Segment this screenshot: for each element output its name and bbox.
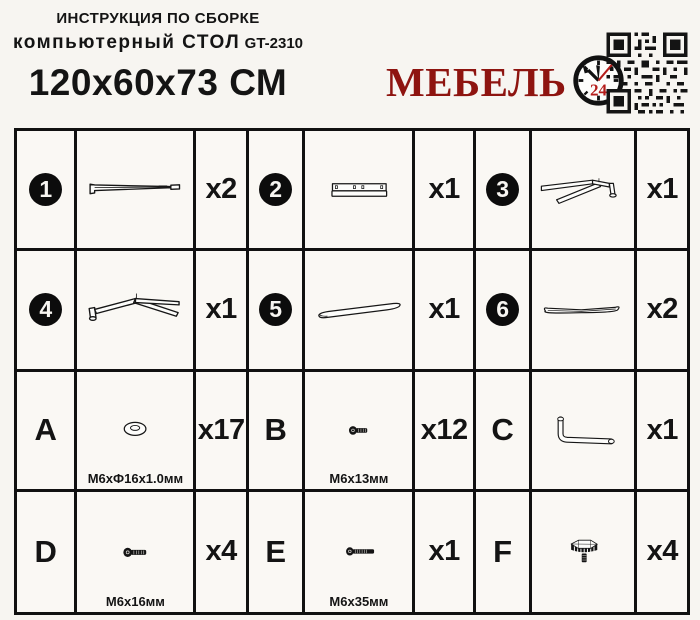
part-number-badge: 6	[486, 293, 519, 326]
bolt-short-drawing	[325, 419, 393, 442]
part-4-id-cell	[17, 251, 77, 371]
tabletop-panel-drawing	[309, 291, 410, 328]
part-F-image-cell	[532, 492, 637, 612]
part-letter-label: D	[34, 533, 57, 569]
part-E-id-cell	[249, 492, 305, 612]
bolt-medium-drawing	[98, 540, 172, 565]
part-qty: x1	[646, 173, 678, 206]
washer-drawing	[98, 414, 172, 446]
part-5-image-cell	[305, 251, 415, 371]
leg-frame-right-drawing	[535, 167, 631, 212]
part-number-badge: 1	[29, 173, 62, 206]
part-4-qty-cell	[196, 251, 249, 371]
part-F-qty-cell	[637, 492, 687, 612]
parts-table	[14, 128, 690, 615]
part-B-image-cell	[305, 372, 415, 492]
brand-logo	[386, 56, 627, 109]
part-number-badge: 5	[259, 293, 292, 326]
drilled-bracket-bar-drawing	[309, 172, 410, 207]
part-number-badge: 4	[29, 293, 62, 326]
part-2-image-cell	[305, 131, 415, 251]
dimensions: 120x60x73 СМ	[28, 62, 288, 103]
part-letter-label: B	[264, 412, 287, 448]
clock-24-label: 24	[589, 80, 607, 100]
part-3-qty-cell	[637, 131, 687, 251]
title-block	[0, 10, 316, 104]
part-5-qty-cell	[415, 251, 475, 371]
part-5-id-cell	[249, 251, 305, 371]
leg-frame-left-drawing	[81, 284, 190, 335]
part-F-id-cell	[476, 492, 533, 612]
part-D-id-cell	[17, 492, 77, 612]
part-1-qty-cell	[196, 131, 249, 251]
allen-key-drawing	[535, 409, 631, 451]
part-qty: x12	[420, 413, 468, 446]
part-D-image-cell	[77, 492, 196, 612]
part-spec-caption: М6х16мм	[105, 594, 165, 609]
part-A-image-cell	[77, 372, 196, 492]
part-6-qty-cell	[637, 251, 687, 371]
part-number-badge: 3	[486, 173, 519, 206]
part-letter-label: A	[34, 412, 57, 448]
part-qty: x4	[205, 535, 237, 568]
product-name: компьютерный СТОЛ	[12, 32, 241, 53]
hand-knob-drawing	[551, 535, 616, 569]
part-qty: x2	[646, 293, 678, 326]
part-qty: x2	[205, 173, 237, 206]
part-2-qty-cell	[415, 131, 475, 251]
part-spec-caption: М6хФ16х1.0мм	[87, 470, 184, 486]
part-1-image-cell	[77, 131, 196, 251]
part-4-image-cell	[77, 251, 196, 371]
qr-code-icon	[603, 29, 691, 117]
part-spec-caption: М6х13мм	[329, 470, 389, 486]
model-number: GT-2310	[244, 35, 304, 52]
part-qty: x17	[197, 413, 245, 446]
part-letter-label: E	[265, 533, 286, 569]
part-E-image-cell	[305, 492, 415, 612]
part-C-id-cell	[476, 372, 533, 492]
part-B-qty-cell	[415, 372, 475, 492]
bolt-long-drawing	[325, 540, 393, 563]
part-1-id-cell	[17, 131, 77, 251]
part-E-qty-cell	[415, 492, 475, 612]
part-6-image-cell	[532, 251, 637, 371]
part-letter-label: C	[491, 412, 514, 448]
brand-name: МЕБЕЛЬ	[386, 59, 567, 105]
part-A-id-cell	[17, 372, 77, 492]
part-spec-caption: М6х35мм	[329, 594, 389, 609]
part-qty: x4	[646, 535, 678, 568]
instruction-title: ИНСТРУКЦИЯ ПО СБОРКЕ	[56, 10, 260, 27]
part-3-id-cell	[476, 131, 533, 251]
part-3-image-cell	[532, 131, 637, 251]
part-A-qty-cell	[196, 372, 249, 492]
part-qty: x1	[205, 293, 237, 326]
part-number-badge: 2	[259, 173, 292, 206]
part-C-qty-cell	[637, 372, 687, 492]
part-6-id-cell	[476, 251, 533, 371]
part-D-qty-cell	[196, 492, 249, 612]
product-line	[0, 32, 316, 54]
part-2-id-cell	[249, 131, 305, 251]
curved-support-slat-drawing	[535, 297, 631, 323]
long-crossbar-beam-drawing	[81, 171, 190, 209]
part-qty: x1	[428, 173, 460, 206]
part-qty: x1	[428, 535, 460, 568]
part-B-id-cell	[249, 372, 305, 492]
part-qty: x1	[428, 293, 460, 326]
part-C-image-cell	[532, 372, 637, 492]
part-letter-label: F	[493, 533, 513, 569]
part-qty: x1	[646, 413, 678, 446]
